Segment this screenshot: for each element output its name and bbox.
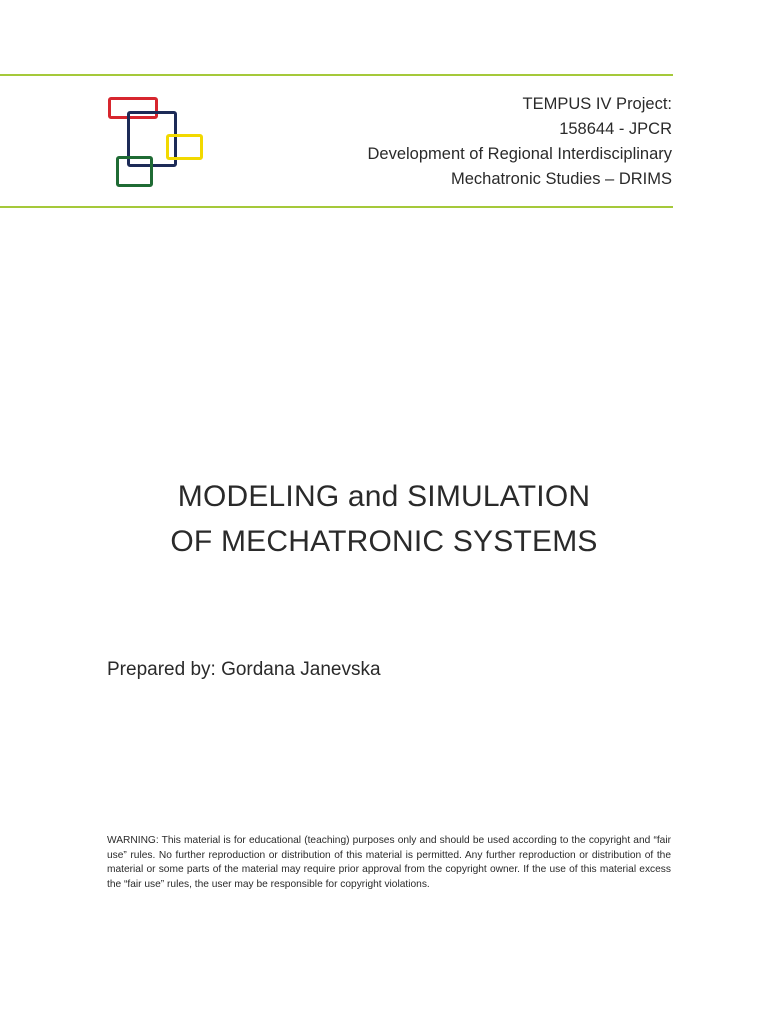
project-line-3: Development of Regional Interdisciplinary: [367, 145, 672, 163]
project-line-2: 158644 - JPCR: [559, 120, 672, 138]
warning-notice: WARNING: This material is for educational (teaching) purposes only and should be used according to the copyright and “fair use” rules. No further reproduction or distribution of this material is permitted. Any further reproduction or distribution of the material or some parts of the material may require prior approval from the copyright owner. If the use of this material excess the “fair use” rules, the user may be responsible for copyright violations.: [107, 835, 671, 890]
project-line-1: TEMPUS IV Project:: [522, 95, 672, 113]
prepared-by: Prepared by: Gordana Janevska: [107, 659, 381, 680]
project-info: [272, 92, 672, 192]
document-title: [0, 474, 768, 564]
logo-green-square: [116, 156, 153, 187]
logo-yellow-square: [166, 134, 203, 160]
header-top-rule: [0, 74, 673, 76]
title-line-2: OF MECHATRONIC SYSTEMS: [170, 525, 598, 558]
header-bottom-rule: [0, 206, 673, 208]
project-line-4: Mechatronic Studies – DRIMS: [450, 170, 672, 188]
title-line-1: MODELING and SIMULATION: [177, 480, 591, 513]
drims-logo: [104, 94, 208, 190]
